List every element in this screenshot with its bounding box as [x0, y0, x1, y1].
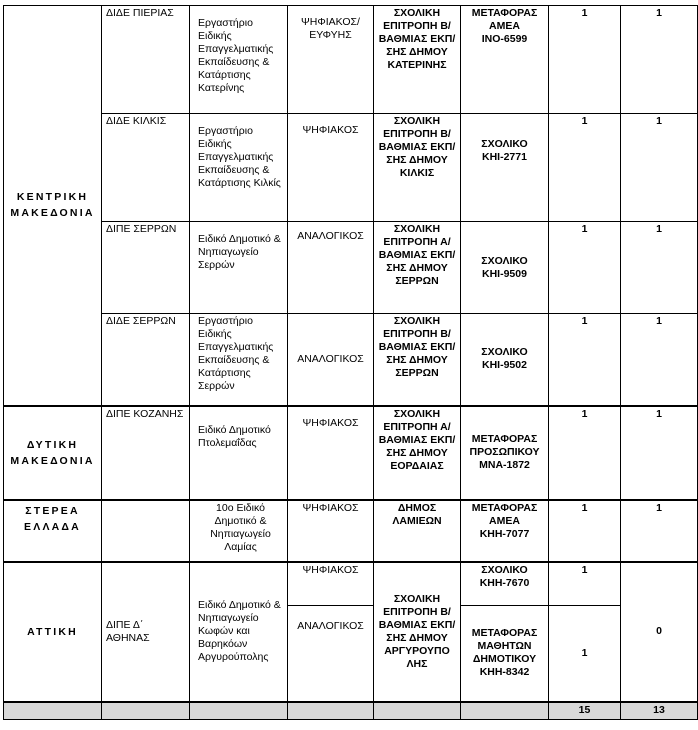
region-cell: ΑΤΤΙΚΗ	[4, 562, 102, 702]
region-cell: ΚΕΝΤΡΙΚΗ ΜΑΚΕΔΟΝΙΑ	[4, 6, 102, 406]
committee-cell: ΣΧΟΛΙΚΗ ΕΠΙΤΡΟΠΗ Β/ΒΑΘΜΙΑΣ ΕΚΠ/ΣΗΣ ΔΗΜΟΥ ΚΙΛΚΙΣ	[374, 114, 461, 222]
count-1-cell: 1	[549, 222, 621, 314]
committee-cell: ΔΗΜΟΣ ΛΑΜΙΕΩΝ	[374, 500, 461, 562]
school-cell: Ειδικό Δημοτικό & Νηπιαγωγείο Σερρών	[190, 222, 288, 314]
type-cell: ΑΝΑΛΟΓΙΚΟΣ	[288, 222, 374, 314]
dept-cell: ΔΙΔΕ ΣΕΡΡΩΝ	[102, 314, 190, 406]
table-row	[4, 406, 698, 500]
count-1-cell: 1	[549, 114, 621, 222]
count-2-cell: 1	[621, 406, 698, 500]
table-row	[4, 6, 698, 114]
table-row	[4, 114, 698, 222]
school-cell: 10ο Ειδικό Δημοτικό & Νηπιαγωγείο Λαμίας	[190, 500, 288, 562]
school-cell: Εργαστήριο Ειδικής Επαγγελματικής Εκπαίδευσης & Κατάρτισης Κιλκίς	[190, 114, 288, 222]
empty-cell	[4, 702, 102, 720]
table-row	[4, 500, 698, 562]
table-row	[4, 562, 698, 606]
count-2-cell: 1	[621, 114, 698, 222]
empty-cell	[190, 702, 288, 720]
committee-cell: ΣΧΟΛΙΚΗ ΕΠΙΤΡΟΠΗ Β/ΒΑΘΜΙΑΣ ΕΚΠ/ΣΗΣ ΔΗΜΟΥ ΑΡΓΥΡΟΥΠΟ ΛΗΣ	[374, 562, 461, 702]
count-1-cell: 1	[549, 314, 621, 406]
committee-cell: ΣΧΟΛΙΚΗ ΕΠΙΤΡΟΠΗ Β/ΒΑΘΜΙΑΣ ΕΚΠ/ΣΗΣ ΔΗΜΟΥ ΚΑΤΕΡΙΝΗΣ	[374, 6, 461, 114]
count-1-cell: 1	[549, 406, 621, 500]
vehicle-cell: ΣΧΟΛΙΚΟ ΚΗΗ-7670	[461, 562, 549, 606]
empty-cell	[461, 702, 549, 720]
vehicle-cell: ΜΕΤΑΦΟΡΑΣ ΜΑΘΗΤΩΝ ΔΗΜΟΤΙΚΟΥ ΚΗΗ-8342	[461, 606, 549, 702]
region-cell: ΔΥΤΙΚΗ ΜΑΚΕΔΟΝΙΑ	[4, 406, 102, 500]
count-2-cell: 1	[621, 222, 698, 314]
count-2-cell: 1	[621, 6, 698, 114]
dept-cell: ΔΙΔΕ ΚΙΛΚΙΣ	[102, 114, 190, 222]
committee-cell: ΣΧΟΛΙΚΗ ΕΠΙΤΡΟΠΗ Β/ΒΑΘΜΙΑΣ ΕΚΠ/ΣΗΣ ΔΗΜΟΥ ΣΕΡΡΩΝ	[374, 314, 461, 406]
table-row	[4, 314, 698, 406]
dept-cell: ΔΙΠΕ ΚΟΖΑΝΗΣ	[102, 406, 190, 500]
totals-row	[4, 702, 698, 720]
vehicles-table	[3, 5, 698, 720]
vehicle-cell: ΣΧΟΛΙΚΟ ΚΗΙ-9509	[461, 222, 549, 314]
type-cell: ΑΝΑΛΟΓΙΚΟΣ	[288, 314, 374, 406]
table-row	[4, 222, 698, 314]
school-cell: Ειδικό Δημοτικό Πτολεμαΐδας	[190, 406, 288, 500]
school-cell: Εργαστήριο Ειδικής Επαγγελματικής Εκπαίδευσης & Κατάρτισης Σερρών	[190, 314, 288, 406]
type-cell: ΨΗΦΙΑΚΟΣ/ ΕΥΦΥΗΣ	[288, 6, 374, 114]
count-1-cell: 1	[549, 562, 621, 606]
vehicle-cell: ΣΧΟΛΙΚΟ ΚΗΙ-9502	[461, 314, 549, 406]
committee-cell: ΣΧΟΛΙΚΗ ΕΠΙΤΡΟΠΗ Α/ΒΑΘΜΙΑΣ ΕΚΠ/ΣΗΣ ΔΗΜΟΥ ΕΟΡΔΑΙΑΣ	[374, 406, 461, 500]
type-cell: ΑΝΑΛΟΓΙΚΟΣ	[288, 606, 374, 702]
dept-cell	[102, 500, 190, 562]
region-cell: ΣΤΕΡΕΑ ΕΛΛΑΔΑ	[4, 500, 102, 562]
school-cell: Εργαστήριο Ειδικής Επαγγελματικής Εκπαίδευσης & Κατάρτισης Κατερίνης	[190, 6, 288, 114]
count-1-cell: 1	[549, 606, 621, 702]
vehicle-cell: ΜΕΤΑΦΟΡΑΣ ΑΜΕΑ ΚΗΗ-7077	[461, 500, 549, 562]
type-cell: ΨΗΦΙΑΚΟΣ	[288, 406, 374, 500]
empty-cell	[288, 702, 374, 720]
vehicle-cell: ΣΧΟΛΙΚΟ ΚΗΙ-2771	[461, 114, 549, 222]
total-2-cell: 13	[621, 702, 698, 720]
empty-cell	[102, 702, 190, 720]
empty-cell	[374, 702, 461, 720]
type-cell: ΨΗΦΙΑΚΟΣ	[288, 114, 374, 222]
school-cell: Ειδικό Δημοτικό & Νηπιαγωγείο Κωφών και Βαρηκόων Αργυρούπολης	[190, 562, 288, 702]
vehicle-cell: ΜΕΤΑΦΟΡΑΣ ΑΜΕΑ ΙΝΟ-6599	[461, 6, 549, 114]
type-cell: ΨΗΦΙΑΚΟΣ	[288, 562, 374, 606]
vehicle-cell: ΜΕΤΑΦΟΡΑΣ ΠΡΟΣΩΠΙΚΟΥ ΜΝΑ-1872	[461, 406, 549, 500]
count-1-cell: 1	[549, 500, 621, 562]
count-2-cell: 1	[621, 500, 698, 562]
committee-cell: ΣΧΟΛΙΚΗ ΕΠΙΤΡΟΠΗ Α/ΒΑΘΜΙΑΣ ΕΚΠ/ΣΗΣ ΔΗΜΟΥ ΣΕΡΡΩΝ	[374, 222, 461, 314]
count-2-cell: 0	[621, 562, 698, 702]
count-2-cell: 1	[621, 314, 698, 406]
dept-cell: ΔΙΠΕ ΣΕΡΡΩΝ	[102, 222, 190, 314]
total-1-cell: 15	[549, 702, 621, 720]
count-1-cell: 1	[549, 6, 621, 114]
dept-cell: ΔΙΠΕ Δ΄ ΑΘΗΝΑΣ	[102, 562, 190, 702]
dept-cell: ΔΙΔΕ ΠΙΕΡΙΑΣ	[102, 6, 190, 114]
type-cell: ΨΗΦΙΑΚΟΣ	[288, 500, 374, 562]
